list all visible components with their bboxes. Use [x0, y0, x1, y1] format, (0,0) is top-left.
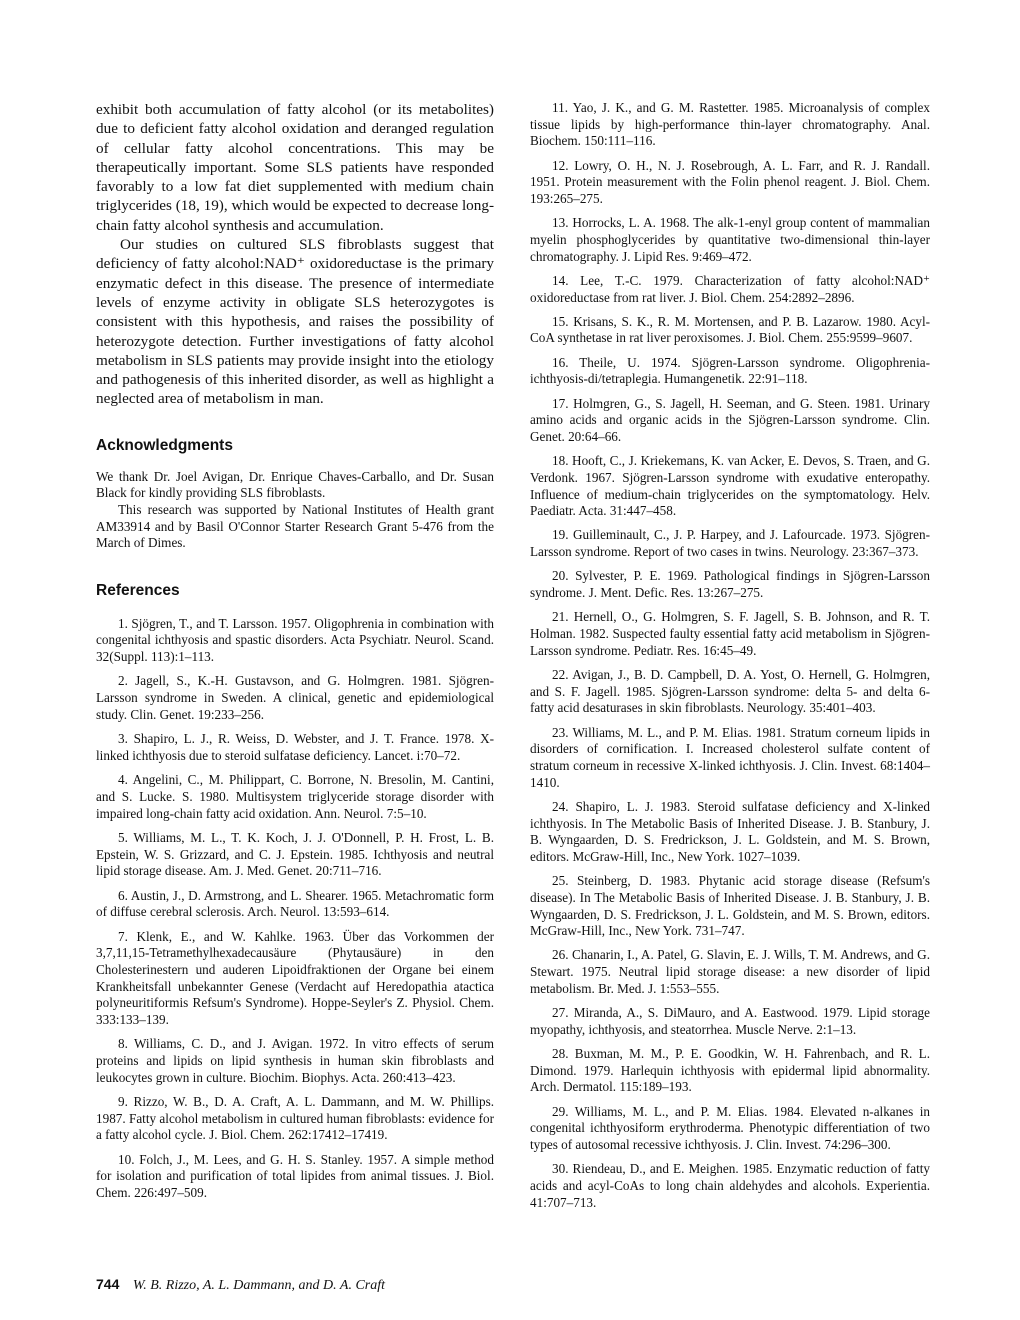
reference-item: 5. Williams, M. L., T. K. Koch, J. J. O'Donnell, P. H. Frost, L. B. Epstein, W. S. Grizzard, and C. J. Epstein. 1985. Ichthyosis and neutral lipid storage disease. Am. J. Med. Genet. 20:711–716.: [96, 829, 494, 879]
reference-item: 26. Chanarin, I., A. Patel, G. Slavin, E. J. Wills, T. M. Andrews, and G. Stewart. 1975. Neutral lipid storage disease: a new disorder of lipid metabolism. Br. Med. J. 1:553–555.: [530, 947, 930, 996]
reference-item: 16. Theile, U. 1974. Sjögren-Larsson syndrome. Oligophrenia-ichthyosis-di/tetraplegia. Humangenetik. 22:91–118.: [530, 354, 930, 387]
reference-item: 29. Williams, M. L., and P. M. Elias. 1984. Elevated n-alkanes in congenital ichthyosiform erythroderma. Phenotypic differentiation of two types of autosomal recessive ichthyosis. J. Clin. Invest. 74:296–300.: [530, 1103, 930, 1152]
reference-item: 15. Krisans, S. K., R. M. Mortensen, and P. B. Lazarow. 1980. Acyl-CoA synthetase in rat liver peroxisomes. J. Biol. Chem. 255:9599–9607.: [530, 313, 930, 346]
reference-item: 17. Holmgren, G., S. Jagell, H. Seeman, and G. Steen. 1981. Urinary amino acids and organic acids in the Sjögren-Larsson syndrome. Clin. Genet. 20:64–66.: [530, 395, 930, 444]
body-paragraph: exhibit both accumulation of fatty alcohol (or its metabolites) due to deficient fatty alcohol oxidation and deranged regulation of cellular fatty alcohol concentrations. This may be therapeutically important. Some SLS patients have responded favorably to a low fat diet supplemented with medium chain triglycerides (18, 19), which would be expected to decrease long-chain fatty alcohol synthesis and accumulation.: [96, 101, 494, 234]
reference-item: 22. Avigan, J., B. D. Campbell, D. A. Yost, O. Hernell, G. Holmgren, and S. F. Jagell. 1985. Sjögren-Larsson syndrome: delta 5- and delta 6- fatty acid desaturases in skin fibroblasts. Neurology. 35:401–403.: [530, 666, 930, 716]
acknowledgments-heading: Acknowledgments: [96, 436, 233, 454]
reference-item: 13. Horrocks, L. A. 1968. The alk-1-enyl group content of mammalian myelin phosphoglycerides by quantitative two-dimensional thin-layer chromatography. J. Lipid Res. 9:469–472.: [530, 215, 930, 264]
reference-item: 7. Klenk, E., and W. Kahlke. 1963. Über das Vorkommen der 3,7,11,15-Tetramethylhexadecausäure (Phytausäure) in den Cholesterinestern und auderen Lipoidfraktionen der Organe bei einem Krankheitsfall unbekannter Genese (Verdacht auf Heredopathia atactica polyneuritiformis Refsum's Syndrome). Hoppe-Seyler's Z. Physiol. Chem. 333:133–139.: [96, 928, 494, 1028]
references-list-right: [530, 100, 930, 1211]
reference-item: 30. Riendeau, D., and E. Meighen. 1985. Enzymatic reduction of fatty acids and acyl-CoAs to long chain aldehydes and alcohols. Experientia. 41:707–713.: [530, 1161, 930, 1210]
reference-item: 25. Steinberg, D. 1983. Phytanic acid storage disease (Refsum's disease). In The Metabolic Basis of Inherited Disease. J. B. Stanbury, J. B. Wyngaarden, D. S. Fredrickson, J. L. Goldstein, and M. S. Brown, editors. McGraw-Hill, Inc., New York. 731–747.: [530, 873, 930, 939]
reference-item: 21. Hernell, O., G. Holmgren, S. F. Jagell, S. B. Johnson, and R. T. Holman. 1982. Suspected faulty essential fatty acid metabolism in Sjögren-Larsson syndrome. Pediatr. Res. 16:45–49.: [530, 609, 930, 658]
reference-item: 18. Hooft, C., J. Kriekemans, K. van Acker, E. Devos, S. Traen, and G. Verdonk. 1967. Sjögren-Larsson syndrome with exudative enteropathy. Influence of medium-chain triglycerides on the symptomatology. Helv. Paediatr. Acta. 31:447–458.: [530, 453, 930, 519]
reference-item: 19. Guilleminault, C., J. P. Harpey, and J. Lafourcade. 1973. Sjögren-Larsson syndrome. Report of two cases in twins. Neurology. 23:367–373.: [530, 527, 930, 560]
reference-item: 24. Shapiro, L. J. 1983. Steroid sulfatase deficiency and X-linked ichthyosis. In The Metabolic Basis of Inherited Disease. J. B. Stanbury, J. B. Wyngaarden, D. S. Fredrickson, J. L. Goldstein, and M. S. Brown, editors. McGraw-Hill, Inc., New York. 1027–1039.: [530, 798, 930, 864]
page-number: 744: [96, 1276, 120, 1292]
reference-item: 9. Rizzo, W. B., D. A. Craft, A. L. Dammann, and M. W. Phillips. 1987. Fatty alcohol metabolism in cultured human fibroblasts: evidence for a fatty alcohol cycle. J. Biol. Chem. 262:17412–17419.: [96, 1094, 494, 1143]
reference-item: 6. Austin, J., D. Armstrong, and L. Shearer. 1965. Metachromatic form of diffuse cerebral sclerosis. Arch. Neurol. 13:593–614.: [96, 887, 494, 920]
reference-item: 3. Shapiro, L. J., R. Weiss, D. Webster, and J. T. France. 1978. X-linked ichthyosis due to steroid sulfatase deficiency. Lancet. i:70–72.: [96, 731, 494, 763]
right-column: [530, 100, 930, 1219]
references-heading: References: [96, 581, 180, 599]
reference-item: 14. Lee, T.-C. 1979. Characterization of fatty alcohol:NAD⁺ oxidoreductase from rat liver. J. Biol. Chem. 254:2892–2896.: [530, 272, 930, 305]
reference-item: 28. Buxman, M. M., P. E. Goodkin, W. H. Fahrenbach, and R. L. Dimond. 1979. Harlequin ichthyosis with epidermal lipid abnormality. Arch. Dermatol. 115:189–193.: [530, 1045, 930, 1095]
reference-item: 8. Williams, C. D., and J. Avigan. 1972. In vitro effects of serum proteins and lipids on lipid synthesis in human skin fibroblasts and leukocytes grown in culture. Biochim. Biophys. Acta. 260:413–423.: [96, 1036, 494, 1085]
reference-item: 2. Jagell, S., K.-H. Gustavson, and G. Holmgren. 1981. Sjögren-Larsson syndrome in Sweden. A clinical, genetic and epidemiological study. Clin. Genet. 19:233–256.: [96, 673, 494, 722]
acknowledgments-paragraph: This research was supported by National Institutes of Health grant AM33914 and by Basil O'Connor Starter Research Grant 5-476 from the March of Dimes.: [96, 501, 494, 551]
reference-item: 27. Miranda, A., S. DiMauro, and A. Eastwood. 1979. Lipid storage myopathy, ichthyosis, and steatorrhea. Muscle Nerve. 2:1–13.: [530, 1005, 930, 1037]
reference-item: 12. Lowry, O. H., N. J. Rosebrough, A. L. Farr, and R. J. Randall. 1951. Protein measurement with the Folin phenol reagent. J. Biol. Chem. 193:265–275.: [530, 157, 930, 207]
reference-item: 11. Yao, J. K., and G. M. Rastetter. 1985. Microanalysis of complex tissue lipids by high-performance thin-layer chromatography. Anal. Biochem. 150:111–116.: [530, 100, 930, 149]
references-list-left: [96, 616, 494, 1202]
left-column: [96, 100, 494, 1209]
reference-item: 1. Sjögren, T., and T. Larsson. 1957. Oligophrenia in combination with congenital ichthyosis and spastic disorders. Acta Psychiatr. Neurol. Scand. 32(Suppl. 113):1–113.: [96, 615, 494, 665]
running-footer-authors: W. B. Rizzo, A. L. Dammann, and D. A. Craft: [132, 1278, 386, 1293]
reference-item: 23. Williams, M. L., and P. M. Elias. 1981. Stratum corneum lipids in disorders of cornification. I. Increased cholesterol sulfate content of stratum corneum in recessive X-linked ichthyosis. J. Clin. Invest. 68:1404–1410.: [530, 724, 930, 790]
reference-item: 4. Angelini, C., M. Philippart, C. Borrone, N. Bresolin, M. Cantini, and S. Lucke. S. 1980. Multisystem triglyceride storage disorder with impaired long-chain fatty acid oxidation. Ann. Neurol. 7:5–10.: [96, 772, 494, 821]
body-paragraph: Our studies on cultured SLS fibroblasts suggest that deficiency of fatty alcohol:NAD⁺ oxidoreductase is the primary enzymatic defect in this disease. The presence of intermediate levels of enzyme activity in obligate SLS heterozygotes is consistent with this hypothesis, and raises the possibility of heterozygote detection. Further investigations of fatty alcohol metabolism in SLS patients may provide insight into the etiology and pathogenesis of this inherited disorder, as well as highlight a neglected area of metabolism in man.: [96, 236, 494, 408]
page-footer: [96, 1276, 385, 1294]
reference-item: 20. Sylvester, P. E. 1969. Pathological findings in Sjögren-Larsson syndrome. J. Ment. Defic. Res. 13:267–275.: [530, 568, 930, 601]
acknowledgments-paragraph: We thank Dr. Joel Avigan, Dr. Enrique Chaves-Carballo, and Dr. Susan Black for kindly providing SLS fibroblasts.: [96, 468, 494, 501]
reference-item: 10. Folch, J., M. Lees, and G. H. S. Stanley. 1957. A simple method for isolation and purification of total lipides from animal tissues. J. Biol. Chem. 226:497–509.: [96, 1151, 494, 1201]
